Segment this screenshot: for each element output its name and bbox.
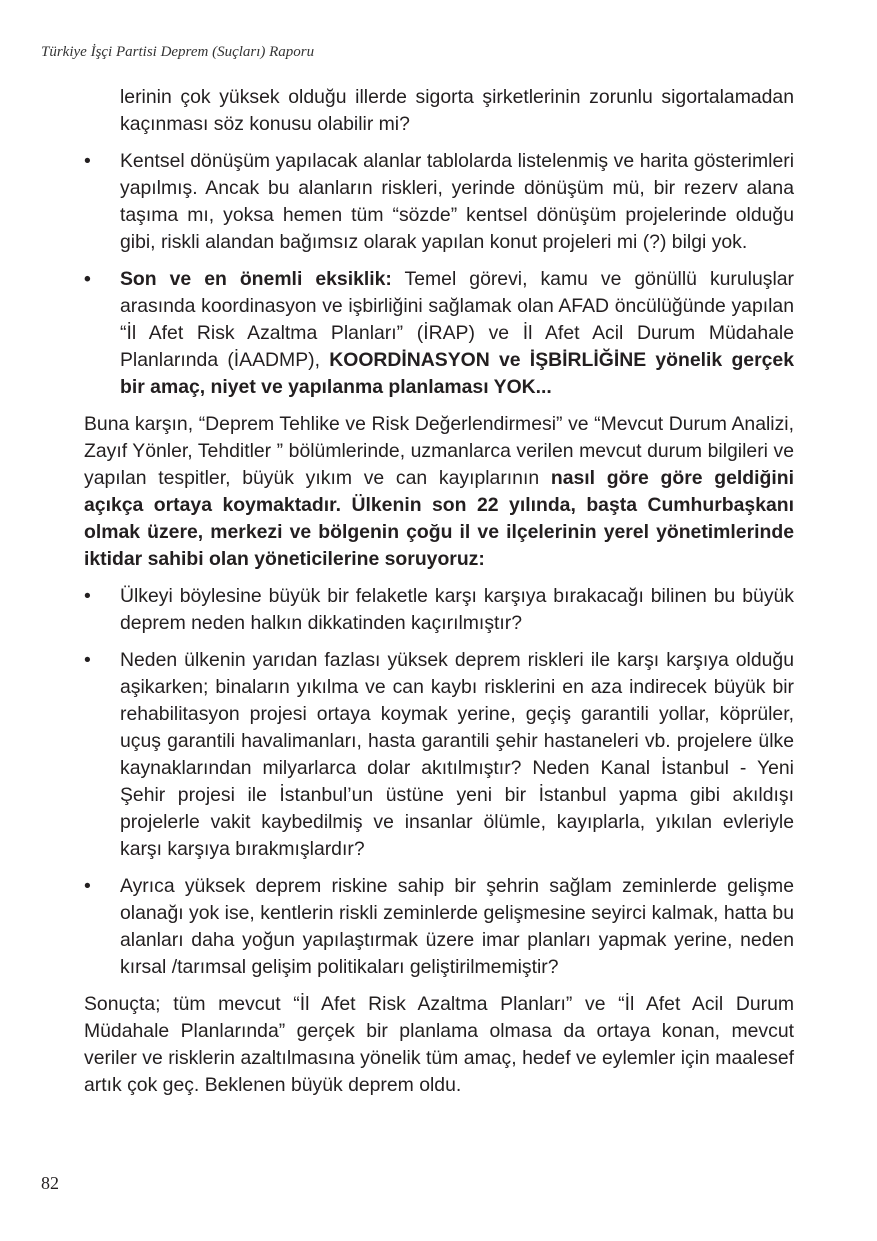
bullet-marker: • <box>84 268 91 290</box>
paragraph-text: lerinin çok yüksek olduğu illerde sigorta şirketlerinin zorunlu sigortalamadan kaçınması söz konusu olabilir mi? <box>120 86 794 135</box>
running-header: Türkiye İşçi Partisi Deprem (Suçları) Raporu <box>41 44 315 60</box>
bold-emphasis: nasıl göre göre geldiğini açıkça ortaya koymaktadır. Ülkenin son 22 yılında, başta Cumhurbaşkanı olmak üzere, merkezi ve bölgenin çoğu il ve ilçelerinin yerel yönetimlerinde iktidar sahibi olan yöneticilerine soruyoruz: <box>84 467 794 570</box>
paragraph-text: Ülkeyi böylesine büyük bir felaketle karşı karşıya bırakacağı bilinen bu büyük deprem neden halkın dikkatinden kaçırılmıştır? <box>120 585 794 634</box>
paragraph-text: Kentsel dönüşüm yapılacak alanlar tablolarda listelenmiş ve harita gösterimleri yapılmış. Ancak bu alanların riskleri, yerinde dönüşüm mü, bir rezerv alana taşıma mı, yoksa hemen tüm “sözde” kentsel dönüşüm projelerinde olduğu gibi, riskli alandan bağımsız olarak yapılan konut projeleri mi (?) bilgi yok. <box>120 150 794 253</box>
bullet-marker: • <box>84 649 91 671</box>
page-number: 82 <box>41 1173 59 1193</box>
list-item <box>84 148 794 256</box>
bold-emphasis: KOORDİNASYON ve İŞBİRLİĞİNE yönelik gerçek bir amaç, niyet ve yapılanma planlaması YOK... <box>120 349 794 398</box>
bullet-marker: • <box>84 875 91 897</box>
paragraph-text: Sonuçta; tüm mevcut “İl Afet Risk Azaltma Planları” ve “İl Afet Acil Durum Müdahale Planlarında” gerçek bir planlama olmasa da ortaya konan, mevcut veriler ve risklerin azaltılmasına yönelik tüm amaç, hedef ve eylemler için maalesef artık çok geç. Beklenen büyük deprem oldu. <box>84 993 794 1096</box>
list-item <box>84 647 794 863</box>
bullet-continuation <box>84 84 794 138</box>
bullet-marker: • <box>84 150 91 172</box>
paragraph-text: Temel görevi, kamu ve gönüllü kuruluşlar arasında koordinasyon ve işbirliğini sağlamak olan AFAD öncülüğünde yapılan “İl Afet Risk Azaltma Planları” (İRAP) ve İl Afet Acil Durum Müdahale Planlarında (İAADMP), <box>120 268 794 371</box>
list-item <box>84 583 794 637</box>
list-item <box>84 266 794 401</box>
paragraph <box>84 991 794 1099</box>
paragraph-text: Neden ülkenin yarıdan fazlası yüksek deprem riskleri ile karşı karşıya olduğu aşikarken; binaların yıkılma ve can kaybı risklerini en aza indirecek büyük bir rehabilitasyon projesi ortaya koymak yerine, geçiş garantili yollar, köprüler, uçuş garantili havalimanları, hasta garantili şehir hastaneleri vb. projelere ülke kaynaklarından milyarlarca dolar akıtılmıştır? Neden Kanal İstanbul - Yeni Şehir projesi ile İstanbul’un üstüne yeni bir İstanbul yapma gibi akıldışı projelerle vakit kaybedilmiş ve insanlar ölümle, kayıplarla, yıkılan evleriyle karşı karşıya bırakmışlardır? <box>120 649 794 860</box>
bold-lead: Son ve en önemli eksiklik: <box>120 268 392 290</box>
bullet-marker: • <box>84 585 91 607</box>
list-item <box>84 873 794 981</box>
paragraph-text: Buna karşın, “Deprem Tehlike ve Risk Değerlendirmesi” ve “Mevcut Durum Analizi, Zayıf Yönler, Tehditler ” bölümlerinde, uzmanlarca verilen mevcut durum bilgileri ve yapılan tespitler, büyük yıkım ve can kayıplarının <box>84 413 794 489</box>
paragraph <box>84 411 794 573</box>
paragraph-text: Ayrıca yüksek deprem riskine sahip bir şehrin sağlam zeminlerde gelişme olanağı yok ise, kentlerin riskli zeminlerde gelişmesine seyirci kalmak, hatta bu alanları daha yoğun yapılaştırmak üzere imar planları yapmak yerine, neden kırsal /tarımsal gelişim politikaları geliştirilmemiştir? <box>120 875 794 978</box>
body-text <box>84 84 794 1109</box>
